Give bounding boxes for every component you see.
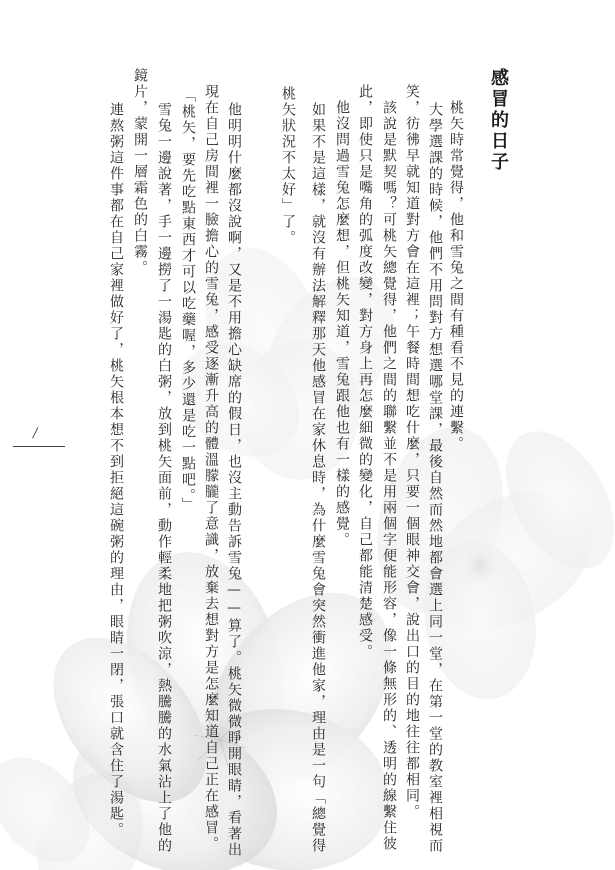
text-column-13: 鏡片，蒙開一層霜色的白霧。 [132,68,148,276]
text-column-11: 「桃矢，要先吃點東西才可以吃藥喔，多少還是吃一點吧。」 [180,88,196,513]
text-column-10: 現在自己房間裡一臉擔心的雪兔，感受逐漸升高的體溫朦朧了意識，放棄去想對方是怎麼知道自己正在感冒。 [203,84,219,852]
text-column-2: 大學選課的時候，他們不用問對方想選哪堂課，最後自然而然地都會選上同一堂，在第一堂的教室裡相視而 [427,102,443,854]
text-column-9: 他明明什麼都沒說啊，又是不用擔心缺席的假日，也沒主動告訴雪兔——算了。桃矢微微睜開眼睛，看著出 [226,102,242,858]
chapter-title: 感冒的日子 [488,68,509,173]
text-column-7: 如果不是這樣，就沒有辦法解釋那天他感冒在家休息時，為什麼雪兔會突然衝進他家，理由是一句「總覺得 [310,102,326,854]
text-column-8: 桃矢狀況不太好」了。 [280,86,296,246]
text-column-14: 連熬粥這件事都在自己家裡做好了，桃矢根本想不到拒絕這碗粥的理由，眼睛一閉，張口就含住了湯匙。 [108,102,124,838]
text-column-5: 此，即使只是嘴角的弧度改變，對方身上再怎麼細微的變化，自己都能清楚感受。 [357,84,373,660]
page-marker-line [13,446,65,447]
text-column-4: 該說是默契嗎？可桃矢總覺得，他們之間的聯繫並不是用兩個字便能形容，像一條無形的、透明的線繫住彼 [381,100,397,852]
page-number: / [33,426,38,441]
text-column-12: 雪兔一邊說著，手一邊撈了一湯匙的白粥，放到桃矢面前，動作輕柔地把粥吹涼，熱騰騰的水氣沾上了他的 [156,102,172,854]
text-column-1: 桃矢時常覺得，他和雪兔之間有種看不見的連繫。 [448,100,464,452]
text-column-3: 笑，彷彿早就知道對方會在這裡；午餐時間想吃什麼，只要一個眼神交會，說出口的目的地往往都相同。 [404,84,420,820]
text-column-6: 他沒問過雪兔怎麼想，但桃矢知道，雪兔跟他也有一樣的感覺。 [334,100,350,548]
